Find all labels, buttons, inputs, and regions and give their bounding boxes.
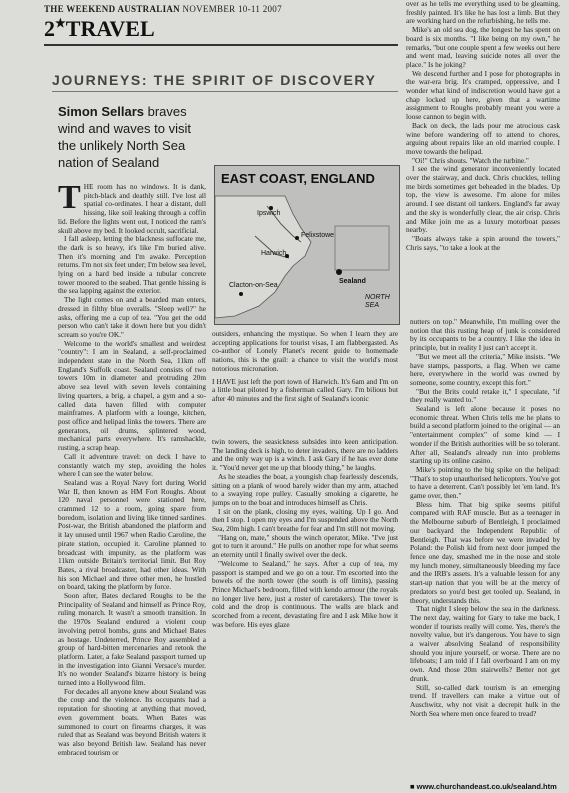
masthead-paper: THE WEEKEND AUSTRALIAN — [44, 4, 180, 14]
map-title: EAST COAST, ENGLAND — [221, 171, 375, 186]
location-map — [214, 165, 400, 325]
article-paragraph: "Boats always take a spin around the towers," Chris says, "to take a look at the — [406, 233, 560, 252]
map-label-ipswich: Ipswich — [257, 210, 281, 217]
article-paragraph: Sealand was a Royal Navy fort during World War II, then known as HM Fort Roughs. About 120 naval personnel were stationed here, crammed 12 to a room, going spare from boredom, isolation and living like tinned sardines. Post-war, the British abandoned the platform and it lay unused until 1967 when Radio Caroline, the pirate station, occupied it. Caroline planned to broadcast with impunity, as the platform was 11km outside Britain's territorial limit. But Roy Bates, a rival broadcaster, had other ideas. With his son Michael and three other men, he hustled on board, taking the platform by force. — [58, 477, 206, 592]
section-heading — [44, 16, 155, 42]
article-paragraph: twin towers, the seasickness subsides into keen anticipation. The landing deck is high, to deter invaders, there are no ladders and the only way up is a winch. I ask Gary if he has ever done it. "You'd never get me up that bloody thing," he laughs. — [212, 438, 398, 473]
article-paragraph: "But the Brits could retake it," I speculate, "if they really wanted to." — [410, 386, 560, 405]
article-paragraph: "Welcome to Sealand," he says. After a cup of tea, my passport is stamped and we go on a tour. I'm escorted into the bowels of the north tower (the south is off limits), passing Prince Michael's bedroom, filled with kendo armour (the royals no longer live here, just a roster of caretakers). The tower is cold and the drop is continuous. The walls are black and scorched from a recent, devastating fire and I ask Mike how it was before. His eyes glaze — [212, 558, 398, 629]
article-column-2 — [212, 330, 398, 425]
masthead-date: NOVEMBER 10-11 2007 — [182, 4, 282, 14]
masthead — [44, 4, 282, 14]
section-rule — [44, 44, 398, 46]
article-column-5 — [410, 318, 560, 780]
article-paragraph: Sealand is left alone because it poses no economic threat. When Chris tells me he plans to build a second platform joined to the original — an "entertainment complex" of some kind — I wonder if the British authorities will be so tolerant. After all, Sealand's already run into problems starting up its online casino. — [410, 404, 560, 466]
article-paragraph: Still, so-called dark tourism is an emerging trend. If travellers can make a virtue out of Auschwitz, why not visit a decrepit hulk in the North Sea where men once feared to tread? — [410, 682, 560, 718]
drop-cap: T — [58, 183, 81, 216]
sealand-marker — [336, 269, 342, 275]
article-paragraph: Back on deck, the lads pour me atrocious cask wine before wandering off to attend to chores, arguing about repairs like an old married couple. I move towards the helipad. — [406, 120, 560, 156]
web-bullet-icon: ■ — [410, 782, 417, 791]
article-paragraph: That night I sleep below the sea in the darkness. The next day, waiting for Gary to take me back, I wonder if tourists really will come. Yes, there's the novelty value, but it's dangerous. You have to sign a waiver absolving Sealand of responsibility should you injure yourself, or worse. There are no lifeboats; I am told if I fall overboard I am on my own. And those 20m stairwells? Better not get drunk. — [410, 604, 560, 683]
article-paragraph: We descend further and I pose for photographs in the war-era brig. It's cramped, oppressive, and I wonder what kind of indiscretion would have got a chap locked up here, given that a wartime assignment to Roughs probably meant you were a loose cannon to begin with. — [406, 68, 560, 122]
article-paragraph: I fall asleep, letting the blackness suffocate me, the dark is so heavy, it's like I'm buried alive. Then it's morning and I'm awake. Perception returns. I'm not six feet under; I'm below sea level, lying on a hard bed inside a tubular concrete tower moored to the seabed. That gentle hissing is the sea lapping against the exterior. — [58, 234, 206, 296]
article-paragraph: THE room has no windows. It is dank, pitch-black and deathly still. I've lost all spatial co-ordinates. I hear a distant, dull hissing, like soil leaking through a coffin lid. Before the lights went out, I noticed the ram's skull above my bed. It looked occult, sacrificial. — [58, 183, 206, 235]
section-star-icon: ★ — [55, 16, 66, 30]
article-paragraph: I see the wind generator inconveniently located over the stairway, and duck. Chris chuckles, telling me birds sometimes get beheaded in the blades. Up top, the view is awesome. I'm alone for miles around. I see distant oil tankers. England's far away and the sky is wonderfully clear, the air crisp. Chris and Mike join me as a luxury motorboat passes nearby. — [406, 164, 560, 235]
map-label-harwich: Harwich — [261, 250, 287, 257]
article-column-3 — [212, 438, 398, 788]
article-paragraph: The light comes on and a bearded man enters, dressed in filthy blue overalls. "Sleep well?" he asks, offering me a cup of tea. "You get the odd person who can't take it down here but you didn't scream so you're OK." — [58, 295, 206, 339]
article-paragraph: Welcome to the world's smallest and weirdest "country": I am in Sealand, a self-proclaimed independent state in the North Sea, 11km off England's Suffolk coast. Sealand consists of two towers 10m in diameter and protruding 20m above sea level with seven levels containing living quarters, a brig, a chapel, a gym and a so-called data haven filled with computer mainframes. A platform with a lounge, kitchen, post office and helipad links the towers. There are generators, oil drums, splintered wood, mechanical parts everywhere. It's ramshackle, rusting, a scrap heap. — [58, 338, 206, 453]
map-label-felixstowe: Felixstowe — [301, 232, 335, 239]
article-paragraph: Bless him. That big spike seems pitiful compared with RAF muscle. But as a teenager in the Melbourne suburb of Bentleigh, I proclaimed our backyard the Independent Republic of Bentleigh. That was before we were invaded by Poland: the Polish kid from next door jumped the fence one day, smashed me in the nose and stole my lunch money, simultaneously bleeding my face and the IRB's assets. It's a valuable lesson for any start-up nation that you will be at the mercy of predators so you'd best get tooled up. Sealand, in theory, understands this. — [410, 499, 560, 605]
article-paragraph: outsiders, enhancing the mystique. So when I learn they are accepting applications for tourist visas, I am flabbergasted. As co-author of Lonely Planet's recent guide to homemade nations, this is the grail: a chance to visit the world's most notorious micronation. — [212, 330, 398, 373]
byline: Simon Sellars — [58, 104, 144, 119]
kicker: JOURNEYS: THE SPIRIT OF DISCOVERY — [52, 72, 377, 88]
section-label: TRAVEL — [65, 16, 155, 41]
article-paragraph: "Oi!" Chris shouts. "Watch the turbine." — [412, 155, 529, 165]
article-paragraph: I HAVE just left the port town of Harwich. It's 6am and I'm on a little boat piloted by a fisherman called Gary. I'm bilious but after 40 minutes and the first sight of Sealand's iconic — [212, 376, 398, 403]
kicker-rule — [52, 91, 398, 92]
article-paragraph: Call it adventure travel: on deck I have to constantly watch my step, avoiding the holes where I can see the water below. — [58, 451, 206, 479]
standfirst-text: braves wind and waves to visit the unlikely North Sea nation of Sealand — [58, 104, 191, 170]
article-paragraph: nutters on top." Meanwhile, I'm mulling over the notion that this rusting heap of junk is considered by its occupants to be a country. I like the idea in principle, but in reality I just can't accept it. — [410, 318, 560, 353]
article-paragraph: Mike's pointing to the big spike on the helipad: "That's to stop unauthorised helicopters. You've got to have a deterrent. Can't possibly let 'em land. It's game over, then." — [410, 464, 560, 501]
website-link[interactable]: ■ www.churchandeast.co.uk/sealand.htm — [410, 782, 557, 791]
article-paragraph: Mike's an old sea dog, the longest he has spent on board is six months. "I like being on my own," he remarks, "but one couple spent a few weeks out here and went mad, leaving suicide notes all over the place." Is he joking? — [406, 25, 560, 69]
article-paragraph: Soon after, Bates declared Roughs to be the Principality of Sealand and himself as Prince Roy, ruling monarch. It wasn't a smooth transition. In the 1970s Sealand endured a violent coup involving petrol bombs, guns and Michael Bates as hostage. Undeterred, Prince Roy assembled a group of hard-bitten mercenaries and retook the platform. Later, a fake Sealand passport turned up in the investigation into Gianni Versace's murder. It's no wonder Sealand's bizarre history is being turned into a Hollywood film. — [58, 591, 206, 688]
map-label-sealand: Sealand — [339, 278, 366, 285]
map-label-sea: NORTH SEA — [365, 294, 390, 309]
article-column-1 — [58, 183, 206, 788]
article-paragraph: "Hang on, mate," shouts the winch operator, Mike. "I've just got to turn it around." He pulls on another rope for what seems an eternity until I finally swivel over the deck. — [212, 532, 398, 560]
article-paragraph: I sit on the plank, closing my eyes, waiting. Up I go. And then I stop. I open my eyes and I'm suspended above the North Sea, 20m high. I can't breathe for fear and I'm still not moving. — [212, 506, 398, 534]
article-paragraph: As he steadies the boat, a youngish chap fearlessly descends, sitting on a plank of wood barely wider than my arm, attached to a swaying rope pulley. Casually smoking a cigarette, he jumps on to the boat and introduces himself as Chris. — [212, 471, 398, 507]
standfirst — [58, 103, 208, 171]
map-label-clacton: Clacton-on-Sea — [229, 282, 278, 289]
article-column-4 — [406, 0, 560, 310]
article-paragraph: over as he tells me everything used to be gleaming, freshly painted. It's like he has lost a limb. But they are working hard on the refurbishing, he tells me. — [406, 0, 560, 26]
article-paragraph: For decades all anyone knew about Sealand was the coup and the violence. Its occupants had a reputation for shooting at anything that moved, even government boats. When Bates was summoned to court on firearms charges, it was ruled that as Sealand was beyond British waters it was also beyond British law. Sealand has never embraced tourism or — [58, 686, 206, 757]
article-paragraph: "But we meet all the criteria," Mike insists. "We have stamps, passports, a flag. When we came here, everywhere in the world was owned by someone, some country, except this fort." — [410, 351, 560, 387]
page-number: 2 — [44, 16, 55, 41]
